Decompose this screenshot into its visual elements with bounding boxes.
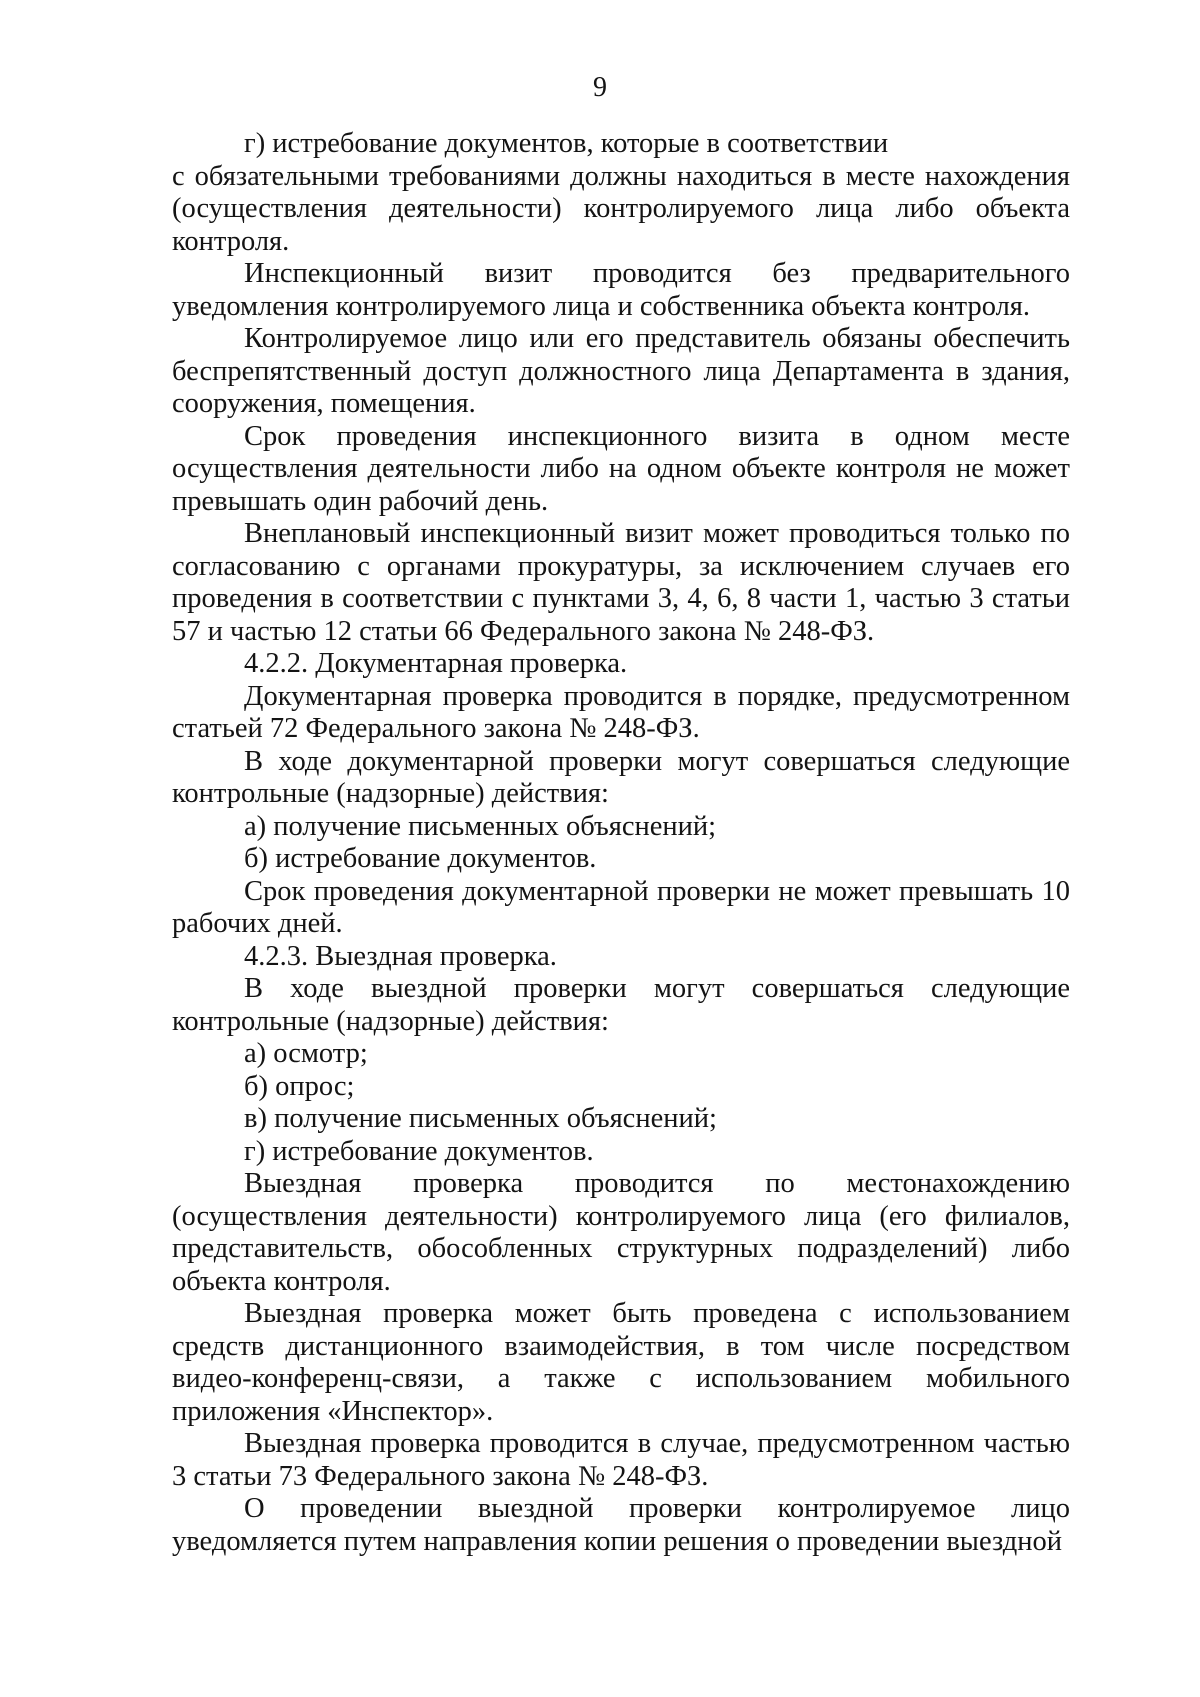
list-item-inspection: а) осмотр; [244,1038,368,1069]
document-body [172,128,1070,1558]
section-heading-documentary-check: 4.2.2. Документарная проверка. [244,648,628,679]
paragraph-visit-without-notice: Инспекционный визит проводится без предварительного уведомления контролируемого лица и собственника объекта контроля. [172,258,1070,322]
list-item-onsite-written-explanations: в) получение письменных объяснений; [244,1103,717,1134]
list-item-onsite-demand-documents: г) истребование документов. [244,1135,594,1167]
paragraph-onsite-check-case: Выездная проверка проводится в случае, предусмотренном частью 3 статьи 73 Федерального закона № 248-ФЗ. [172,1428,1070,1492]
paragraph-unscheduled-visit: Внеплановый инспекционный визит может проводиться только по согласованию с органами прокуратуры, за исключением случаев его проведения в соответствии с пунктами 3, 4, 6, 8 части 1, частью 3 статьи 57 и частью 12 статьи 66 Федерального закона № 248-ФЗ. [172,518,1070,647]
paragraph-onsite-check-actions: В ходе выездной проверки могут совершаться следующие контрольные (надзорные) действия: [172,973,1070,1037]
list-item-demand-documents: б) истребование документов. [244,843,597,874]
paragraph-access-obligation: Контролируемое лицо или его представитель обязаны обеспечить беспрепятственный доступ должностного лица Департамента в здания, сооружения, помещения. [172,323,1070,419]
paragraph-documentary-check-order: Документарная проверка проводится в порядке, предусмотренном статьей 72 Федерального закона № 248-ФЗ. [172,680,1070,744]
paragraph-onsite-check-location: Выездная проверка проводится по местонахождению (осуществления деятельности) контролируемого лица (его филиалов, представительств, обособленных структурных подразделений) либо объекта контроля. [172,1168,1070,1297]
paragraph-visit-duration: Срок проведения инспекционного визита в одном месте осуществления деятельности либо на одном объекте контроля не может превышать один рабочий день. [172,420,1070,517]
page-number: 9 [593,72,607,103]
list-item-survey: б) опрос; [244,1070,355,1102]
list-item-written-explanations: а) получение письменных объяснений; [244,810,717,842]
paragraph-documentary-check-duration: Срок проведения документарной проверки не может превышать 10 рабочих дней. [172,875,1070,939]
paragraph-onsite-check-remote: Выездная проверка может быть проведена с использованием средств дистанционного взаимодействия, в том числе посредством видео-конференц-связи, а также с использованием мобильного приложения «Инспектор». [172,1298,1070,1427]
paragraph-demand-documents: г) истребование документов, которые в соответствии с обязательными требованиями должны находиться в месте нахождения (осуществления деятельности) контролируемого лица либо объекта контроля. [172,128,1070,257]
paragraph-onsite-check-notification: О проведении выездной проверки контролируемое лицо уведомляется путем направления копии решения о проведении выездной [172,1493,1070,1557]
section-heading-onsite-check: 4.2.3. Выездная проверка. [244,940,557,972]
paragraph-documentary-check-actions: В ходе документарной проверки могут совершаться следующие контрольные (надзорные) действия: [172,745,1070,809]
